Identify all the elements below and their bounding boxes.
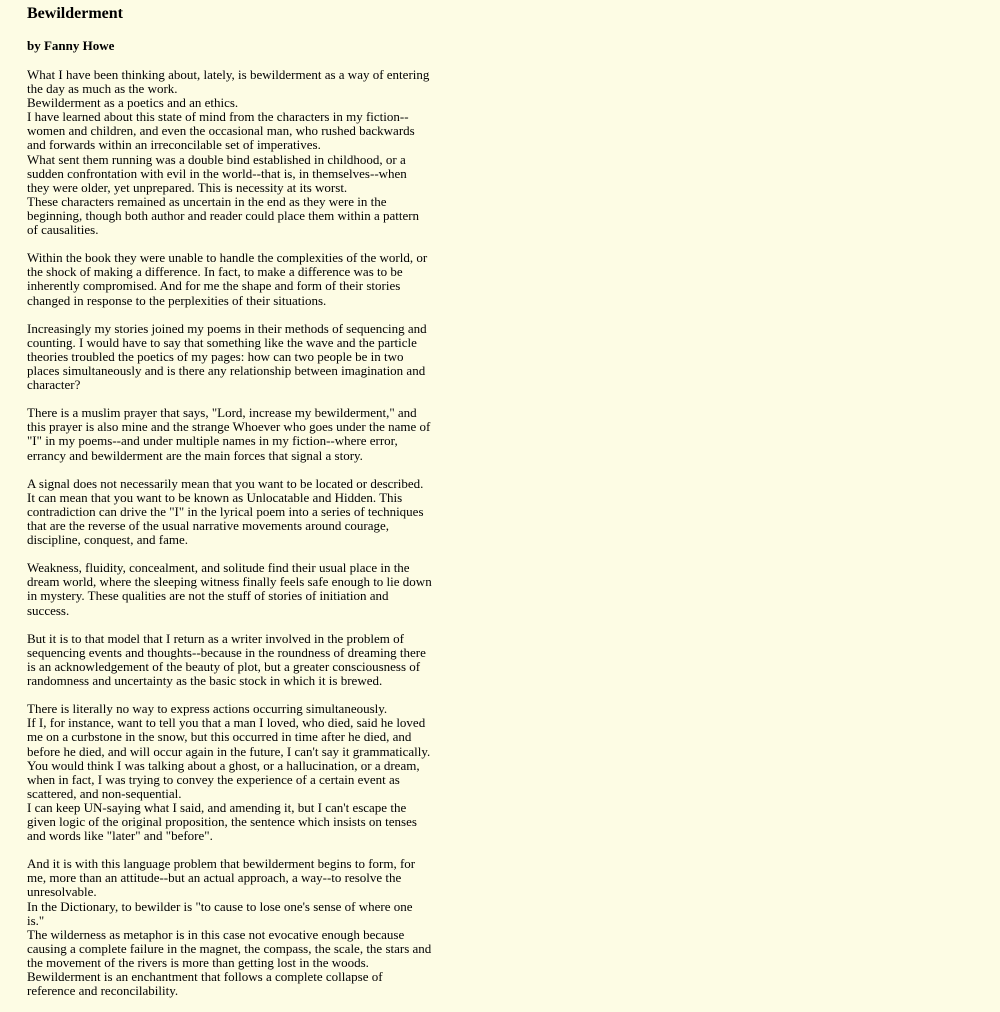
text-line: scattered, and non-sequential. xyxy=(27,785,182,801)
paragraph xyxy=(27,632,427,688)
article xyxy=(27,4,432,1012)
text-line: Bewilderment is an enchantment that follows a complete collapse of xyxy=(27,969,383,984)
paragraph xyxy=(27,856,432,999)
paragraph xyxy=(27,477,427,547)
text-line: dream world, where the sleeping witness finally feels safe enough to lie down xyxy=(27,574,432,590)
paragraph xyxy=(27,701,431,844)
text-line: beginning, though both author and reader could place them within a pattern xyxy=(27,207,420,223)
text-line: What sent them running was a double bind established in childhood, or a xyxy=(27,151,406,167)
article-byline: by Fanny Howe xyxy=(27,38,115,53)
text-line: In the Dictionary, to bewilder is "to cause to lose one's sense of where one xyxy=(27,898,413,914)
text-line: But it is to that model that I return as a writer involved in the problem of xyxy=(27,630,404,646)
text-line: There is literally no way to express actions occurring simultaneously. xyxy=(27,701,388,717)
text-line: discipline, conquest, and fame. xyxy=(27,532,189,548)
paragraph xyxy=(27,251,427,307)
text-line: in mystery. These qualities are not the stuff of stories of initiation and xyxy=(27,588,389,604)
text-line: Bewilderment as a poetics and an ethics. xyxy=(27,95,239,111)
text-line: You would think I was talking about a ghost, or a hallucination, or a dream, xyxy=(27,757,420,773)
text-line: me, more than an attitude--but an actual approach, a way--to resolve the xyxy=(27,870,402,886)
text-line: unresolvable. xyxy=(27,884,97,900)
text-line: the movement of the rivers is more than getting lost in the woods. xyxy=(27,954,369,970)
text-line: is an acknowledgement of the beauty of plot, but a greater consciousness of xyxy=(27,658,421,674)
text-line: I have learned about this state of mind from the characters in my fiction-- xyxy=(27,109,409,125)
text-line: It can mean that you want to be known as Unlocatable and Hidden. This xyxy=(27,489,403,505)
text-line: that are the reverse of the usual narrative movements around courage, xyxy=(27,518,390,533)
text-line: women and children, and even the occasional man, who rushed backwards xyxy=(27,123,415,139)
text-line: I can keep UN-saying what I said, and amending it, but I can't escape the xyxy=(27,799,407,815)
text-line: Within the book they were unable to handle the complexities of the world, or xyxy=(27,250,428,266)
text-line: and forwards within an irreconcilable set of imperatives. xyxy=(27,137,321,153)
text-line: before he died, and will occur again in the future, I can't say it grammatically. xyxy=(27,743,431,759)
text-line: If I, for instance, want to tell you that a man I loved, who died, said he loved xyxy=(27,715,426,731)
article-title: Bewilderment xyxy=(27,5,123,22)
text-line: These characters remained as uncertain in the end as they were in the xyxy=(27,193,387,209)
text-line: of causalities. xyxy=(27,222,99,238)
text-line: given logic of the original proposition, the sentence which insists on tenses xyxy=(27,813,417,829)
text-line: sequencing events and thoughts--because in the roundness of dreaming there xyxy=(27,644,426,660)
text-line: is." xyxy=(27,912,45,928)
text-line: And it is with this language problem that bewilderment begins to form, for xyxy=(27,856,416,872)
text-line: changed in response to the perplexities of their situations. xyxy=(27,292,327,308)
text-line: contradiction can drive the "I" in the lyrical poem into a series of techniques xyxy=(27,503,424,519)
text-line: inherently compromised. And for me the shape and form of their stories xyxy=(27,278,401,294)
paragraph xyxy=(27,67,430,238)
text-line: the shock of making a difference. In fact, to make a difference was to be xyxy=(27,264,403,280)
text-line: causing a complete failure in the magnet, the compass, the scale, the stars and xyxy=(27,940,432,956)
text-line: Weakness, fluidity, concealment, and solitude find their usual place in the xyxy=(27,560,410,576)
article-body xyxy=(27,67,432,999)
text-line: reference and reconcilability. xyxy=(27,983,179,999)
text-line: places simultaneously and is there any relationship between imagination and xyxy=(27,362,426,378)
text-line: success. xyxy=(27,602,70,618)
text-line: sudden confrontation with evil in the world--that is, in themselves--when xyxy=(27,165,407,181)
text-line: The wilderness as metaphor is in this case not evocative enough because xyxy=(27,926,405,942)
text-line: counting. I would have to say that something like the wave and the particle xyxy=(27,334,417,350)
text-line: There is a muslim prayer that says, "Lord, increase my bewilderment," and xyxy=(27,405,417,421)
text-line: they were older, yet unprepared. This is necessity at its worst. xyxy=(27,179,348,195)
paragraph xyxy=(27,560,432,618)
paragraph xyxy=(27,322,427,392)
text-line: the day as much as the work. xyxy=(27,81,178,97)
text-line: character? xyxy=(27,377,81,393)
text-line: me on a curbstone in the snow, but this occurred in time after he died, and xyxy=(27,729,412,745)
text-line: when in fact, I was trying to convey the experience of a certain event as xyxy=(27,771,400,787)
text-line: this prayer is also mine and the strange Whoever who goes under the name of xyxy=(27,419,431,435)
text-line: randomness and uncertainty as the basic stock in which it is brewed. xyxy=(27,673,383,689)
text-line: Increasingly my stories joined my poems in their methods of sequencing and xyxy=(27,320,427,336)
text-line: errancy and bewilderment are the main forces that signal a story. xyxy=(27,447,363,463)
text-line: and words like "later" and "before". xyxy=(27,828,213,844)
text-line: theories troubled the poetics of my pages: how can two people be in two xyxy=(27,348,404,364)
paragraph xyxy=(27,405,431,463)
text-line: A signal does not necessarily mean that you want to be located or described. xyxy=(27,475,424,491)
text-line: What I have been thinking about, lately, is bewilderment as a way of entering xyxy=(27,67,430,82)
text-line: "I" in my poems--and under multiple names in my fiction--where error, xyxy=(27,433,398,449)
